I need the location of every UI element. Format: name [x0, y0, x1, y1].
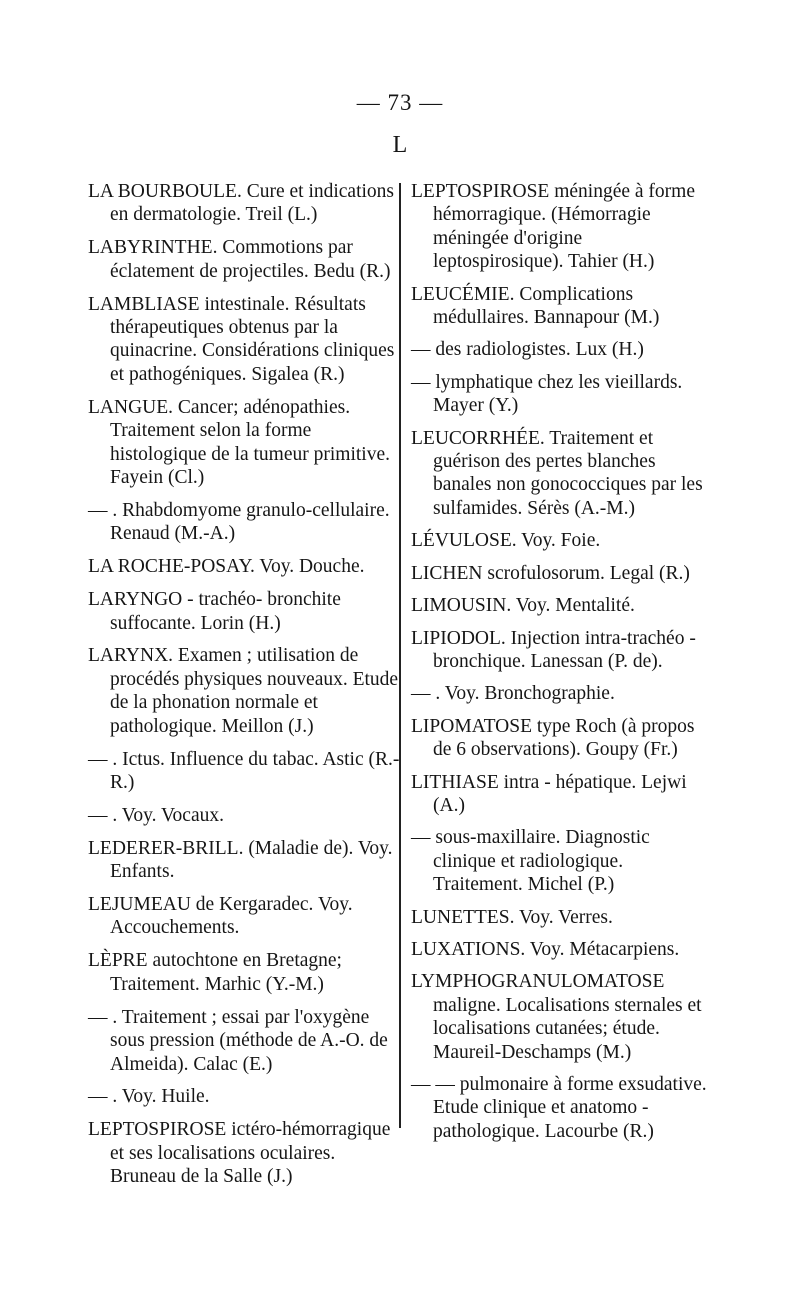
index-entry: LANGUE. Cancer; adénopathies. Traitement selon la forme histologique de la tumeur primitive. Fayein (Cl.)	[88, 396, 390, 488]
index-entry: LUXATIONS. Voy. Métacarpiens.	[411, 938, 680, 960]
index-entry: LEPTOSPIROSE ictéro-hémorragique et ses localisations oculaires. Bruneau de la Salle (J.)	[88, 1119, 391, 1188]
index-entry: LA ROCHE-POSAY. Voy. Douche.	[88, 556, 365, 578]
index-entry: LEUCORRHÉE. Traitement et guérison des pertes blanches banales non gonococciques par les sulfamides. Sérès (A.-M.)	[411, 427, 703, 519]
index-entry: LÉVULOSE. Voy. Foie.	[411, 530, 601, 552]
index-entry: LA BOURBOULE. Cure et indications en dermatologie. Treil (L.)	[88, 181, 395, 226]
index-entry: LIMOUSIN. Voy. Mentalité.	[411, 595, 635, 617]
index-entry: LEJUMEAU de Kergaradec. Voy. Accouchements.	[88, 894, 353, 939]
index-entry: LYMPHOGRANULOMATOSE maligne. Localisations sternales et localisations cutanées; étude. Maureil-Deschamps (M.)	[411, 971, 702, 1063]
index-entry: LITHIASE intra - hépatique. Lejwi (A.)	[411, 771, 687, 816]
index-entry: — . Ictus. Influence du tabac. Astic (R.-R.)	[88, 748, 400, 793]
index-entry: — . Voy. Vocaux.	[88, 804, 224, 826]
left-column	[88, 180, 400, 1198]
index-entry: LIPIODOL. Injection intra-trachéo - bronchique. Lanessan (P. de).	[411, 627, 696, 672]
column-divider	[399, 183, 401, 1128]
index-entry: LÈPRE autochtone en Bretagne; Traitement. Marhic (Y.-M.)	[88, 950, 342, 995]
index-entry: — . Voy. Bronchographie.	[411, 683, 615, 705]
index-entry: LARYNX. Examen ; utilisation de procédés physiques nouveaux. Etude de la phonation normale et pathologique. Meillon (J.)	[88, 645, 399, 737]
index-entry: — . Rhabdomyome granulo-cellulaire. Renaud (M.-A.)	[88, 499, 390, 545]
index-entry: LUNETTES. Voy. Verres.	[411, 906, 613, 928]
index-entry: LIPOMATOSE type Roch (à propos de 6 observations). Goupy (Fr.)	[411, 715, 695, 761]
page-number: — 73 —	[356, 90, 444, 115]
right-column	[411, 180, 716, 1152]
index-entry: — lymphatique chez les vieillards. Mayer (Y.)	[411, 371, 683, 417]
index-entry: — — pulmonaire à forme exsudative. Etude clinique et anatomo - pathologique. Lacourbe (R.)	[411, 1074, 707, 1142]
index-entry: — . Traitement ; essai par l'oxygène sous pression (méthode de A.-O. de Almeida). Calac (E.)	[88, 1006, 388, 1075]
index-entry: — . Voy. Huile.	[88, 1086, 210, 1108]
index-entry: LAMBLIASE intestinale. Résultats thérapeutiques obtenus par la quinacrine. Considérations cliniques et pathogéniques. Sigalea (R.)	[88, 293, 395, 385]
index-entry: — des radiologistes. Lux (H.)	[411, 339, 644, 361]
index-entry: LEPTOSPIROSE méningée à forme hémorragique. (Hémorragie méningée d'origine leptospirosique). Tahier (H.)	[411, 181, 695, 273]
index-entry: LABYRINTHE. Commotions par éclatement de projectiles. Bedu (R.)	[88, 237, 391, 282]
index-entry: LEUCÉMIE. Complications médullaires. Bannapour (M.)	[411, 283, 660, 329]
index-entry: LICHEN scrofulosorum. Legal (R.)	[411, 562, 690, 584]
index-entry: LEDERER-BRILL. (Maladie de). Voy. Enfants.	[88, 837, 393, 883]
index-entry: LARYNGO - trachéo- bronchite suffocante. Lorin (H.)	[88, 589, 341, 634]
index-entry: — sous-maxillaire. Diagnostic clinique et radiologique. Traitement. Michel (P.)	[411, 827, 650, 896]
section-letter: L	[392, 132, 408, 158]
